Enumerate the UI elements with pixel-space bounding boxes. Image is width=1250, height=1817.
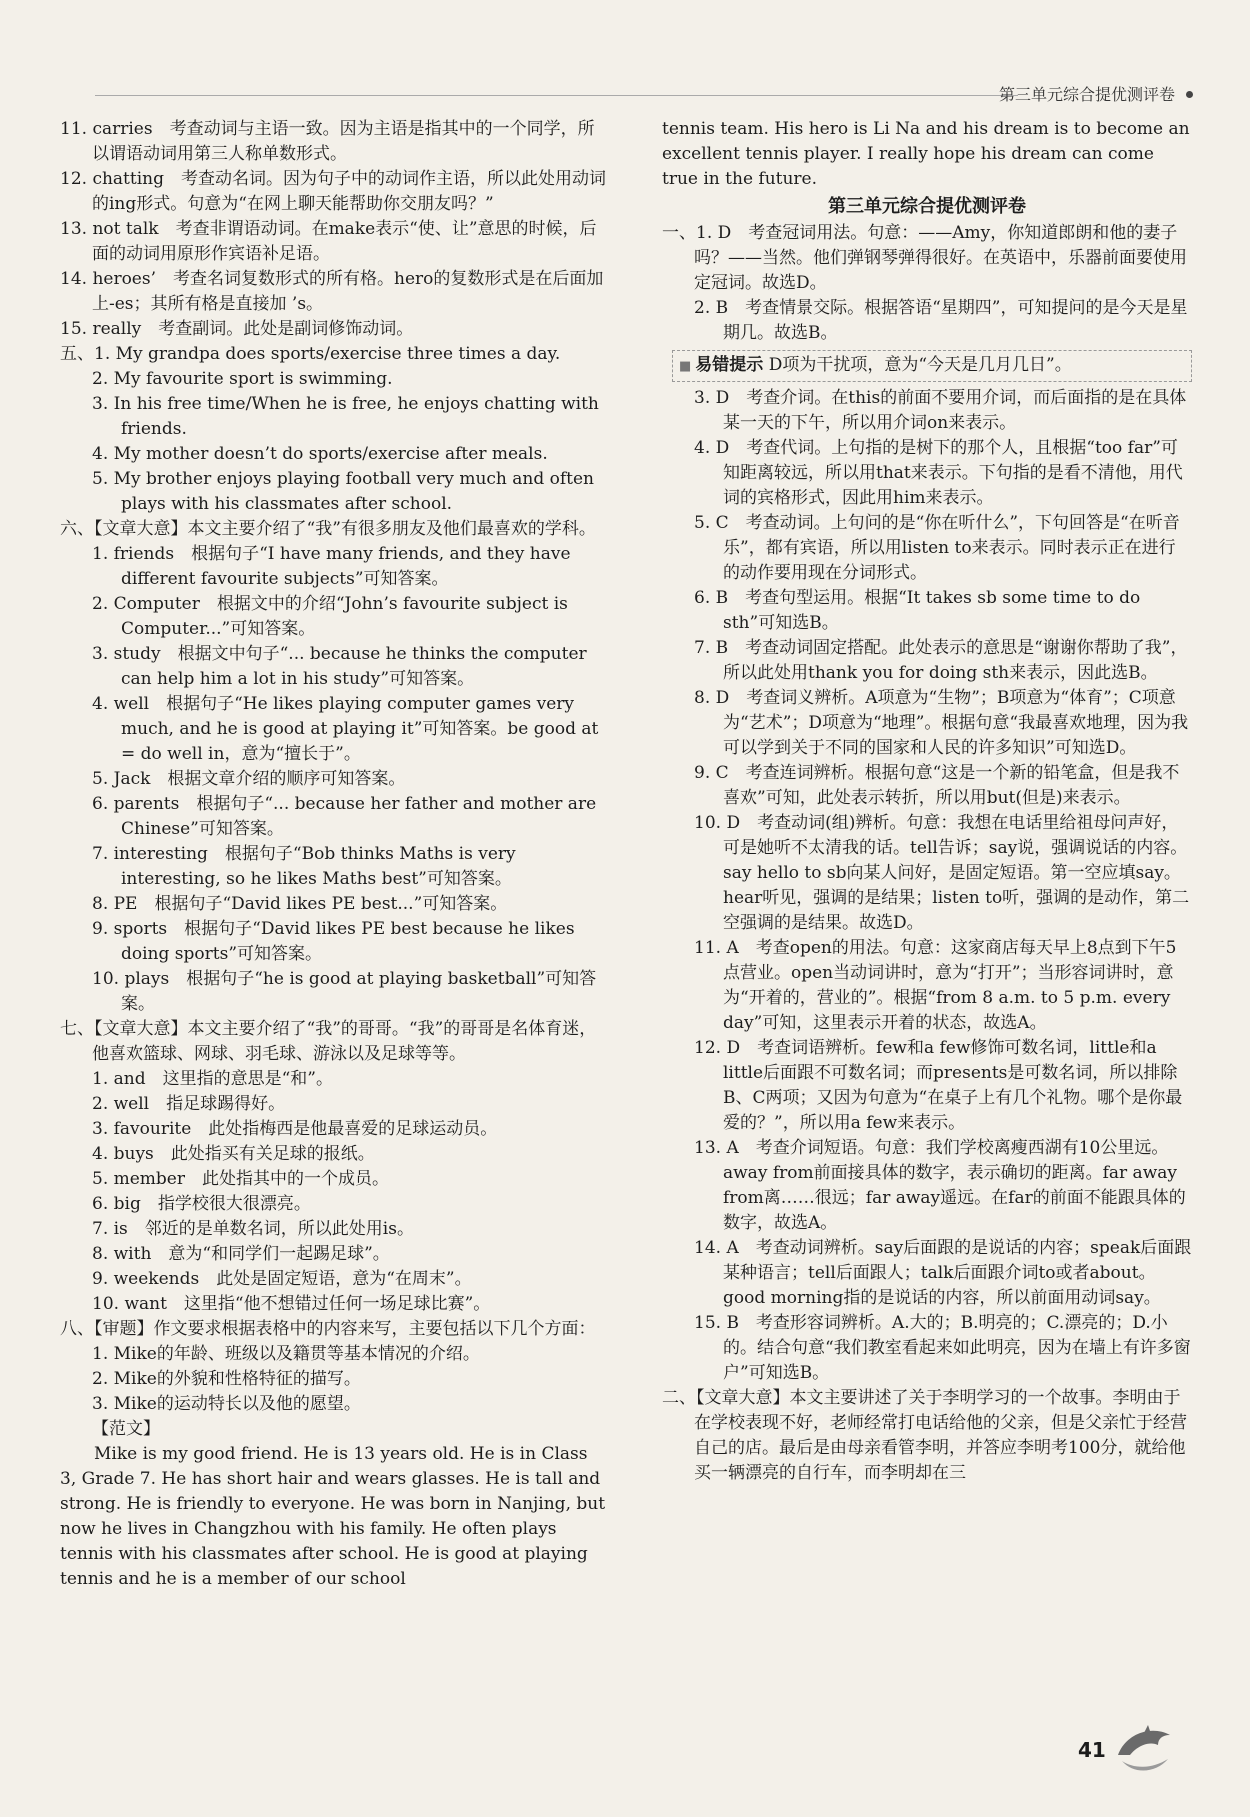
answer-item: 3. In his free time/When he is free, he enjoys chatting with friends. <box>92 394 599 439</box>
answer-item: 12. chatting 考查动名词。因为句子中的动词作主语，所以此处用动词的ing形式。句意为“在网上聊天能帮助你交朋友吗？” <box>60 169 606 214</box>
answer-item: 15. B 考查形容词辨析。A.大的；B.明亮的；C.漂亮的；D.小的。结合句意“我们教室看起来如此明亮，因为在墙上有许多窗户”可知选B。 <box>694 1313 1191 1383</box>
answer-item: 7. B 考查动词固定搭配。此处表示的意思是“谢谢你帮助了我”，所以此处用thank you for doing sth来表示，因此选B。 <box>694 638 1188 683</box>
section-title: 第三单元综合提优测评卷 <box>828 196 1026 217</box>
answer-item: 2. My favourite sport is swimming. <box>92 369 393 389</box>
error-tip-label: ■ 易错提示 <box>679 355 763 375</box>
answer-item: 6. big 指学校很大很漂亮。 <box>92 1194 311 1214</box>
model-essay-continued: tennis team. His hero is Li Na and his dream is to become an excellent tennis player. I really hope his dream can come true in the future. <box>662 119 1190 189</box>
answer-item: 5. My brother enjoys playing football very much and often plays with his classmates after school. <box>92 469 594 514</box>
answer-item: 6. parents 根据句子“... because her father and mother are Chinese”可知答案。 <box>92 794 597 839</box>
answer-item: 4. buys 此处指买有关足球的报纸。 <box>92 1144 375 1164</box>
section-2-heading: 二、【文章大意】本文主要讲述了关于李明学习的一个故事。李明由于在学校表现不好，老师经常打电话给他的父亲，但是父亲忙于经营自己的店。最后是由母亲看管李明，并答应李明考100分，就给他买一辆漂亮的自行车，而李明却在三 <box>662 1388 1187 1483</box>
section-7-heading: 七、【文章大意】本文主要介绍了“我”的哥哥。“我”的哥哥是名体育迷，他喜欢篮球、网球、羽毛球、游泳以及足球等等。 <box>60 1019 597 1064</box>
answer-item: 10. D 考查动词(组)辨析。句意：我想在电话里给祖母问声好，可是她听不太清我的话。tell告诉；say说，强调说话的内容。say hello to sb向某人问好，是固定短语。第一空应填say。hear听见，强调的是结果；listen to听，强调的是动作，第二空强调的是结果。故选D。 <box>694 813 1190 933</box>
header-rule <box>95 95 1018 96</box>
answer-item: 4. well 根据句子“He likes playing computer games very much, and he is good at playing it”可知答案。be good at = do well in，意为“擅长于”。 <box>92 694 599 764</box>
answer-item: 3. study 根据文中句子“... because he thinks the computer can help him a lot in his study”可知答案。 <box>92 644 587 689</box>
answer-item: 1. and 这里指的意思是“和”。 <box>92 1069 333 1089</box>
answer-item: 14. heroes’ 考查名词复数形式的所有格。hero的复数形式是在后面加上-es；其所有格是直接加 ’s。 <box>60 269 604 314</box>
answer-item: 1. friends 根据句子“I have many friends, and they have different favourite subjects”可知答案。 <box>92 544 571 589</box>
answer-item: 9. sports 根据句子“David likes PE best because he likes doing sports”可知答案。 <box>92 919 575 964</box>
answer-item: 5. member 此处指其中的一个成员。 <box>92 1169 389 1189</box>
answer-item: 14. A 考查动词辨析。say后面跟的是说话的内容；speak后面跟某种语言；tell后面跟人；talk后面跟介词to或者about。good morning指的是说话的内容，所以前面用动词say。 <box>694 1238 1192 1308</box>
model-essay-text: Mike is my good friend. He is 13 years old. He is in Class 3, Grade 7. He has short hair and wears glasses. He is tall and strong. He is friendly to everyone. He was born in Nanjing, but now he lives in Changzhou with his family. He often plays tennis with his classmates after school. He is good at playing tennis and he is a member of our school <box>60 1444 606 1589</box>
error-tip-text: D项为干扰项，意为“今天是几月几日”。 <box>768 355 1072 375</box>
answer-item: 8. with 意为“和同学们一起踢足球”。 <box>92 1244 390 1264</box>
answer-item: 4. My mother doesn’t do sports/exercise after meals. <box>92 444 548 464</box>
answer-item: 11. A 考查open的用法。句意：这家商店每天早上8点到下午5点营业。open当动词讲时，意为“打开”；当形容词讲时，意为“开着的，营业的”。根据“from 8 a.m. to 5 p.m. every day”可知，这里表示开着的状态，故选A。 <box>694 938 1177 1033</box>
answer-item: 7. is 邻近的是单数名词，所以此处用is。 <box>92 1219 414 1239</box>
answer-item: 2. Computer 根据文中的介绍“John’s favourite subject is Computer...”可知答案。 <box>92 594 568 639</box>
answer-item: 8. D 考查词义辨析。A项意为“生物”；B项意为“体育”；C项意为“艺术”；D项意为“地理”。根据句意“我最喜欢地理，因为我可以学到关于不同的国家和人民的许多知识”可知选D。 <box>694 688 1189 758</box>
header-title: 第三单元综合提优测评卷 <box>998 85 1175 104</box>
answer-item: 3. D 考查介词。在this的前面不要用介词，而后面指的是在具体某一天的下午，所以用介词on来表示。 <box>694 388 1187 433</box>
answer-item: 10. want 这里指“他不想错过任何一场足球比赛”。 <box>92 1294 491 1314</box>
answer-item: 9. C 考查连词辨析。根据句意“这是一个新的铅笔盒，但是我不喜欢”可知，此处表示转折，所以用but(但是)来表示。 <box>694 763 1180 808</box>
page-number: 41 <box>1078 1738 1106 1762</box>
answer-item: 1. Mike的年龄、班级以及籍贯等基本情况的介绍。 <box>92 1344 480 1364</box>
answer-item: 2. B 考查情景交际。根据答语“星期四”，可知提问的是今天是星期几。故选B。 <box>694 298 1188 343</box>
answer-item: 2. well 指足球踢得好。 <box>92 1094 286 1114</box>
answer-item: 15. really 考查副词。此处是副词修饰动词。 <box>60 319 414 339</box>
header-dot <box>1186 91 1193 98</box>
section-8-heading: 八、【审题】作文要求根据表格中的内容来写，主要包括以下几个方面： <box>60 1319 596 1339</box>
answer-item: 4. D 考查代词。上句指的是树下的那个人，且根据“too far”可知距离较远，所以用that来表示。下句指的是看不清他，用代词的宾格形式，因此用him来表示。 <box>694 438 1183 508</box>
error-tip-box <box>672 350 1192 382</box>
answer-item: 2. Mike的外貌和性格特征的描写。 <box>92 1369 361 1389</box>
left-column <box>60 117 606 1592</box>
section-1-heading: 一、1. D 考查冠词用法。句意：——Amy，你知道郎朗和他的妻子吗？——当然。他们弹钢琴弹得很好。在英语中，乐器前面要使用定冠词。故选D。 <box>662 223 1187 293</box>
answer-item: 9. weekends 此处是固定短语，意为“在周末”。 <box>92 1269 472 1289</box>
dolphin-logo-icon <box>1112 1715 1180 1775</box>
section-5-heading: 五、1. My grandpa does sports/exercise three times a day. <box>60 344 561 364</box>
answer-item: 7. interesting 根据句子“Bob thinks Maths is very interesting, so he likes Maths best”可知答案。 <box>92 844 516 889</box>
answer-item: 6. B 考查句型运用。根据“It takes sb some time to do sth”可知选B。 <box>694 588 1141 633</box>
model-essay-label: 【范文】 <box>92 1419 160 1439</box>
answer-item: 5. C 考查动词。上句问的是“你在听什么”，下句回答是“在听音乐”，都有宾语，所以用listen to来表示。同时表示正在进行的动作要用现在分词形式。 <box>694 513 1180 583</box>
answer-item: 3. favourite 此处指梅西是他最喜爱的足球运动员。 <box>92 1119 498 1139</box>
answer-item: 13. A 考查介词短语。句意：我们学校离瘦西湖有10公里远。away from前面接具体的数字，表示确切的距离。far away from离……很远；far away遥远。在far的前面不能跟具体的数字，故选A。 <box>694 1138 1186 1233</box>
answer-item: 8. PE 根据句子“David likes PE best...”可知答案。 <box>92 894 508 914</box>
running-header <box>95 82 1193 108</box>
answer-item: 12. D 考查词语辨析。few和a few修饰可数名词，little和a little后面跟不可数名词；而presents是可数名词，所以排除B、C两项；又因为句意为“在桌子上有几个礼物。哪个是你最爱的？”，所以用a few来表示。 <box>694 1038 1183 1133</box>
answer-item: 11. carries 考查动词与主语一致。因为主语是指其中的一个同学，所以谓语动词用第三人称单数形式。 <box>60 119 595 164</box>
right-column <box>662 117 1192 1486</box>
items-11-15 <box>60 117 606 342</box>
section-6-heading: 六、【文章大意】本文主要介绍了“我”有很多朋友及他们最喜欢的学科。 <box>60 519 596 539</box>
answer-item: 3. Mike的运动特长以及他的愿望。 <box>92 1394 361 1414</box>
answer-item: 13. not talk 考查非谓语动词。在make表示“使、让”意思的时候，后面的动词用原形作宾语补足语。 <box>60 219 597 264</box>
answer-item: 10. plays 根据句子“he is good at playing basketball”可知答案。 <box>92 969 597 1014</box>
answer-item: 5. Jack 根据文章介绍的顺序可知答案。 <box>92 769 406 789</box>
